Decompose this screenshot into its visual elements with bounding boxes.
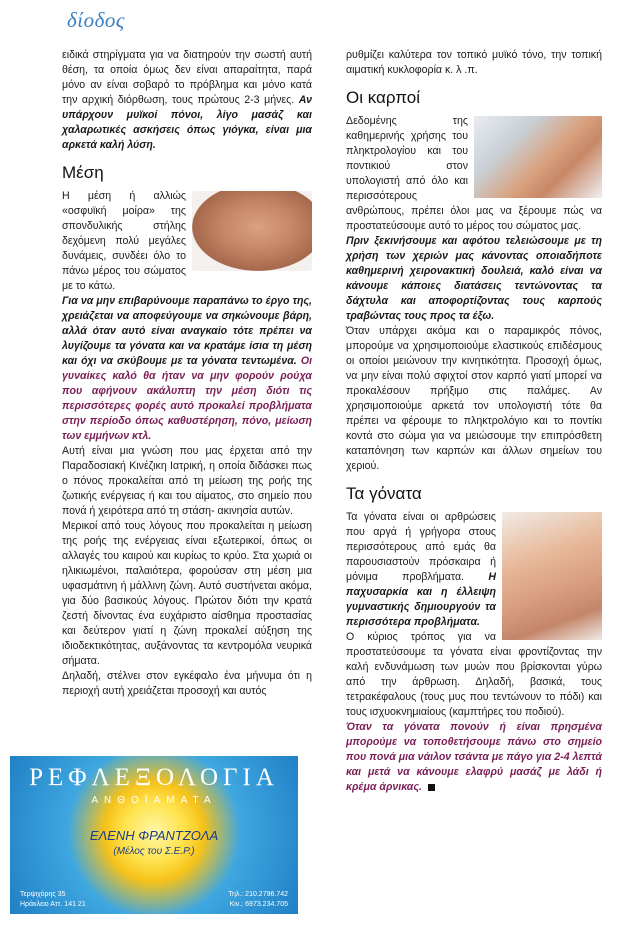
end-of-article-square-icon — [428, 784, 435, 791]
wrist-keyboard-photo — [474, 116, 602, 198]
heading-gonata: Τα γόνατα — [346, 484, 422, 503]
gonata-bold-causes: Η παχυσαρκία και η έλλειψη γυμναστικής δημιουργούν τα περισσότερα προβλήματα. — [346, 571, 496, 628]
karpoi-paragraph-1: Δεδομένης της καθημερινής χρήσης του πληκτρολογίου και του ποντικιού στον υπολογιστή από όλο και περισσότερους ανθρώπους, πρέπει όλοι μας να ξέρουμε πώς να προστατεύσουμε αυτό το μέρος του σώματος μας. — [346, 115, 602, 232]
gonata-paragraph-3: Όταν τα γόνατα πονούν ή είναι πρησμένα μπορούμε να τοποθετήσουμε πάνω στο σημείο που πονά μια νάιλον τσάντα με πάγο για 2-4 λεπτά και μετά να κάνουμε ελαφρύ μασάζ με λάδι ή κρέμα άρνικας. — [346, 721, 602, 793]
heading-mesi: Μέση — [62, 163, 104, 182]
gonata-paragraph-1: Τα γόνατα είναι οι αρθρώσεις που αργά ή γρήγορα στους περισσότερους από εμάς θα παρουσιαστούν πρόσκαιρα ή μόνιμα προβλήματα. Η παχυσαρκία και η έλλειψη γυμναστικής δημιουργούν τα περισσότερα προβλήματα. — [346, 511, 496, 628]
ad-contact: Τηλ.: 210.2796.742 Κιν.: 6973.234.705 — [228, 891, 288, 908]
intro-bold-advice: Αν υπάρχουν μυϊκοί πόνοι, λίγο μασάζ και χαλαρωτικές ασκήσεις όπως γιόγκα, είναι μια αρκετά καλή λύση. — [62, 94, 312, 151]
karpoi-paragraph-3: Όταν υπάρχει ακόμα και ο παραμικρός πόνος, μπορούμε να χρησιμοποιούμε ελαστικούς επιδέσμους οι οποίοι μειώνουν την κινητικότητα. Προσοχή όμως, να μην είναι πολύ σφιχτοί στον καρπό γιατί μπορεί να προκαλέσουν πρήξιμο στις παλάμες. Αν χρησιμοποιούμε αρκετά τον υπολογιστή τότε θα πρέπει να φέρουμε το πληκτρολόγιο και το ποντίκι κοντά στο σώμα για να μειώσουμε την επιπρόσθετη καταπόνηση των καρπών και άλλων σημείων του χεριού. — [346, 325, 602, 472]
gonata-paragraph-2: Ο κύριος τρόπος για να προστατεύσουμε τα γόνατα είναι φροντίζοντας την καλή ενδυνάμωση των μυών που βρίσκονται γύρω από την άρθρωση. Δηλαδή, βασικά, τους τετρακέφαλους (τους μυς που τεντώνουν το πόδι) και τους ισχυοκνημιαίους (καμπτήρες του ποδιού). — [346, 631, 602, 718]
mesi-paragraph-2: Για να μην επιβαρύνουμε παραπάνω το έργο της, χρειάζεται να αποφεύγουμε να σηκώνουμε βάρη, αλλά όταν αυτό είναι αναγκαίο τότε πρέπει να λυγίζουμε τα γόνατα και να κρατάμε ίσια τη μέση και όχι να σκύβουμε με τα γόνατα τεντωμένα. Οι γυναίκες καλό θα ήταν να μην φορούν ρούχα που αφήνουν ακάλυπτη την μέση διότι τις περισσότερες φορές αυτό προκαλεί προβλήματα στην περίοδο όπως καθυστέρηση, πόνο, μείωση των εμμήνων κτλ. — [62, 295, 313, 442]
left-column — [62, 48, 312, 699]
mesi-paragraph-5: Δηλαδή, στέλνει στον εγκέφαλο ένα μήνυμα ότι η περιοχή αυτή χρειάζεται προσοχή και αυτός — [62, 670, 312, 697]
magazine-logo: δίοδος — [67, 8, 125, 32]
intro-paragraph: ειδικά στηρίγματα για να διατηρούν την σωστή αυτή θέση, τα οποία όμως δεν είναι απαραίτητα, παρά μόνο αν είναι σοβαρό το πρόβλημα και μόνο κατά την αρχική διόρθωση, τους πρώτους 2-3 μήνες. Αν υπάρχουν μυϊκοί πόνοι, λίγο μασάζ και χαλαρωτικές ασκήσεις όπως γιόγκα, είναι μια αρκετά καλή λύση. — [62, 49, 312, 151]
mesi-women-advice: Οι γυναίκες καλό θα ήταν να μην φορούν ρούχα που αφήνουν ακάλυπτη την μέση διότι τις περισσότερες φορές αυτό προκαλεί προβλήματα στην περίοδο όπως καθυστέρηση, πόνο, μείωση των εμμήνων κτλ. — [62, 355, 313, 442]
ad-title: ΡΕΦΛΕΞΟΛΟΓΙΑ — [29, 764, 279, 791]
heading-karpoi: Οι καρποί — [346, 88, 420, 107]
ad-subtitle: ΑΝΘΟΪΑΜΑΤΑ — [91, 795, 217, 806]
reflexology-advertisement — [10, 756, 298, 914]
karpoi-paragraph-2: Πριν ξεκινήσουμε και αφότου τελειώσουμε με τη χρήση των χεριών μας κάνοντας οποιαδήποτε καθημερινή χειρονακτική δουλειά, καλό είναι να κάνουμε κάποιες διατάσεις τεντώνοντας τα δάχτυλα και αποφορτίζοντας τους καρπούς τραβώντας τους προς τα έξω. — [346, 235, 602, 322]
mesi-paragraph-1: Η μέση ή αλλιώς «οσφυϊκή μοίρα» της σπονδυλικής στήλης δεχόμενη πολύ μεγάλες δυνάμεις, συνδέει όλο το πάνω μέρος του σώματος με το κάτω. — [62, 190, 186, 292]
knee-photo — [502, 512, 602, 640]
mesi-paragraph-4: Μερικοί από τους λόγους που προκαλείται η μείωση της ροής της ενέργειας είναι εξωτερικοί, όπως οι αλλαγές του καιρού και κυρίως το κρύο. Στα χωριά οι ηλικιωμένοι, παλαιότερα, φορούσαν στη μέση μια υφασμάτινη ή μάλλινη ζώνη. Αυτό συστήνεται ακόμα, για δύο βασικούς λόγους. Πρώτον διότι την κρατά ζεστή δίνοντας ένα ευχάριστο αίσθημα προστασίας και δεύτερον γιατί η ζώνη προκαλεί αύξηση της ιδιοδεκτικότητας, αυξάνοντας τα κεντρομόλα νευρικά σήματα. — [62, 520, 312, 667]
back-pain-photo — [192, 191, 312, 271]
ad-membership: (Μέλος του Σ.Ε.Ρ.) — [113, 846, 195, 857]
ad-address: Τερψιχόρης 35 Ηράκλειο Αττ. 141 21 — [20, 891, 86, 908]
mesi-paragraph-3: Αυτή είναι μια γνώση που μας έρχεται από την Παραδοσιακή Κινέζικη Ιατρική, η οποία διδάσκει πως ο πόνος προκαλείται από τη μείωση της ροής της ζωτικής ενέργειας ή και του αίματος, στο σημείο που πονά ή χειρότερα από τη στάση- ακινησία αυτών. — [62, 445, 312, 517]
right-intro-paragraph: ρυθμίζει καλύτερα τον τοπικό μυϊκό τόνο, την τοπική αιματική κυκλοφορία κ. λ .π. — [346, 49, 602, 76]
ad-practitioner-name: ΕΛΕΝΗ ΦΡΑΝΤΖΟΛΑ — [89, 828, 219, 843]
right-column — [346, 48, 602, 795]
